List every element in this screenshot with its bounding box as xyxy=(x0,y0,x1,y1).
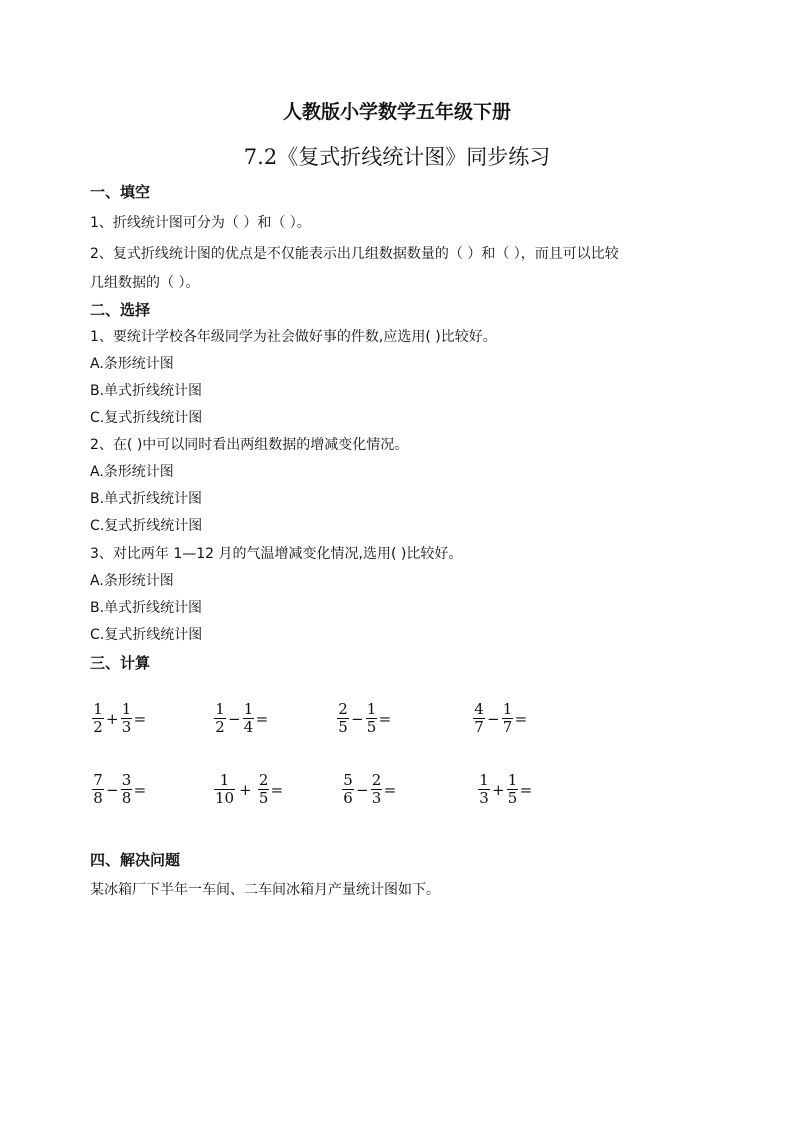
solve-problem-text: 某冰箱厂下半年一车间、二车间冰箱月产量统计图如下。 xyxy=(90,882,440,898)
operator: + xyxy=(492,780,505,799)
operator: − xyxy=(351,709,364,728)
operator: + xyxy=(239,780,252,799)
equals-sign: = xyxy=(514,709,528,728)
section-choice-heading: 二、选择 xyxy=(90,301,151,319)
choice-1-option-c: C.复式折线统计图 xyxy=(90,410,203,426)
choice-2-option-b: B.单式折线统计图 xyxy=(90,491,203,507)
worksheet-subtitle: 7.2《复式折线统计图》同步练习 xyxy=(243,145,551,169)
fraction: 4 7 xyxy=(474,700,484,736)
fraction: 1 3 xyxy=(479,771,489,807)
fraction: $\frac{1}{5}$ xyxy=(507,771,518,807)
choice-3-option-a: A.条形统计图 xyxy=(90,573,174,589)
fraction: 1 2 xyxy=(93,700,103,736)
fraction: 5 6 xyxy=(343,771,353,807)
choice-2-option-a: A.条形统计图 xyxy=(90,464,174,480)
fill-question-1: 1、折线统计图可分为（ ）和（ ）。 xyxy=(90,215,311,231)
calc-problem xyxy=(473,701,527,736)
operator: + xyxy=(106,709,119,728)
operator: − xyxy=(487,709,500,728)
choice-1-option-a: A.条形统计图 xyxy=(90,356,174,372)
choice-question-2: 2、在( )中可以同时看出两组数据的增减变化情况。 xyxy=(90,437,409,453)
calc-problem xyxy=(214,772,283,807)
fraction: 2 5 xyxy=(338,700,348,736)
choice-2-option-c: C.复式折线统计图 xyxy=(90,518,203,534)
calc-problem xyxy=(214,701,268,736)
fraction: $\frac{2}{3}$ xyxy=(371,771,382,807)
calc-problem xyxy=(92,701,146,736)
equals-sign: = xyxy=(255,709,269,728)
choice-1-option-b: B.单式折线统计图 xyxy=(90,383,203,399)
choice-3-option-b: B.单式折线统计图 xyxy=(90,600,203,616)
operator: − xyxy=(356,780,369,799)
fraction: $\frac{1}{3}$ xyxy=(121,700,132,736)
fraction: $\frac{1}{7}$ xyxy=(502,700,513,736)
section-calc-heading: 三、计算 xyxy=(90,654,151,672)
fill-question-2-continued: 几组数据的（ ）。 xyxy=(90,275,200,291)
fill-question-2: 2、复式折线统计图的优点是不仅能表示出几组数据数量的（ ）和（ ），而且可以比较 xyxy=(90,246,619,262)
fraction: 1 2 xyxy=(215,700,225,736)
fraction: 7 8 xyxy=(93,771,103,807)
calc-problem xyxy=(342,772,396,807)
worksheet-title: 人教版小学数学五年级下册 xyxy=(282,101,511,123)
fraction: $\frac{1}{5}$ xyxy=(366,700,377,736)
fraction: 1 10 xyxy=(215,771,235,807)
choice-question-3: 3、对比两年 1—12 月的气温增减变化情况,选用( )比较好。 xyxy=(90,546,463,562)
choice-3-option-c: C.复式折线统计图 xyxy=(90,627,203,643)
calc-problem xyxy=(337,701,391,736)
equals-sign: = xyxy=(519,780,533,799)
fraction: $\frac{2}{5}$ xyxy=(258,771,269,807)
equals-sign: = xyxy=(133,780,147,799)
equals-sign: = xyxy=(378,709,392,728)
equals-sign: = xyxy=(383,780,397,799)
calc-problem xyxy=(92,772,146,807)
equals-sign: = xyxy=(133,709,147,728)
operator: − xyxy=(106,780,119,799)
calc-problem xyxy=(478,772,532,807)
choice-question-1: 1、要统计学校各年级同学为社会做好事的件数,应选用( )比较好。 xyxy=(90,329,497,345)
equals-sign: = xyxy=(270,780,284,799)
fraction: $\frac{3}{8}$ xyxy=(121,771,132,807)
operator: − xyxy=(228,709,241,728)
section-solve-heading: 四、解决问题 xyxy=(90,851,181,869)
section-fill-heading: 一、填空 xyxy=(90,183,151,201)
fraction: $\frac{1}{4}$ xyxy=(243,700,254,736)
